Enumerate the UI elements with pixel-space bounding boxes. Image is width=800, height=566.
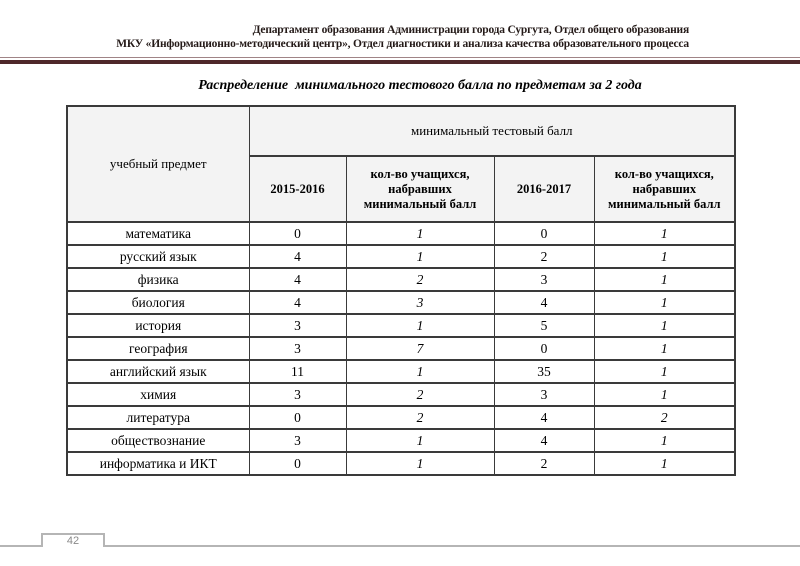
score-cell: 3 [249, 314, 346, 337]
column-header-count-2015-2016: кол-во учащихся, набравших минимальный балл [346, 156, 494, 222]
score-cell: 0 [494, 337, 594, 360]
count-cell: 2 [346, 406, 494, 429]
subject-cell: химия [67, 383, 249, 406]
score-cell: 2 [494, 452, 594, 475]
subject-cell: обществознание [67, 429, 249, 452]
column-header-2016-2017: 2016-2017 [494, 156, 594, 222]
score-cell: 0 [494, 222, 594, 245]
count-cell: 1 [346, 452, 494, 475]
table-row [67, 291, 735, 314]
org-header [0, 23, 689, 51]
count-cell: 1 [594, 360, 735, 383]
count-cell: 2 [594, 406, 735, 429]
subject-cell: литература [67, 406, 249, 429]
table-row [67, 360, 735, 383]
subject-cell: информатика и ИКТ [67, 452, 249, 475]
table-row [67, 314, 735, 337]
subject-cell: история [67, 314, 249, 337]
score-cell: 3 [249, 337, 346, 360]
subject-cell: физика [67, 268, 249, 291]
table-header [67, 106, 735, 222]
table-row [67, 337, 735, 360]
score-cell: 0 [249, 452, 346, 475]
group-header-cell: минимальный тестовый балл [249, 106, 735, 156]
table-row [67, 429, 735, 452]
subject-cell: русский язык [67, 245, 249, 268]
score-cell: 2 [494, 245, 594, 268]
score-cell: 5 [494, 314, 594, 337]
score-cell: 4 [249, 268, 346, 291]
table-row [67, 452, 735, 475]
score-cell: 4 [494, 429, 594, 452]
count-cell: 3 [346, 291, 494, 314]
score-cell: 4 [249, 245, 346, 268]
score-cell: 4 [494, 406, 594, 429]
subject-cell: география [67, 337, 249, 360]
table-row [67, 245, 735, 268]
page-number: 42 [66, 535, 80, 547]
count-cell: 1 [594, 383, 735, 406]
table-row [67, 406, 735, 429]
count-cell: 1 [594, 222, 735, 245]
column-header-2015-2016: 2015-2016 [249, 156, 346, 222]
count-cell: 1 [594, 245, 735, 268]
count-cell: 1 [346, 222, 494, 245]
min-score-table [66, 105, 736, 476]
table-row [67, 222, 735, 245]
score-cell: 4 [249, 291, 346, 314]
score-cell: 0 [249, 406, 346, 429]
count-cell: 1 [346, 429, 494, 452]
subject-cell: английский язык [67, 360, 249, 383]
score-cell: 11 [249, 360, 346, 383]
score-cell: 35 [494, 360, 594, 383]
subject-cell: биология [67, 291, 249, 314]
score-cell: 3 [494, 383, 594, 406]
count-cell: 1 [594, 429, 735, 452]
table-body [67, 222, 735, 475]
page-number-tab [41, 533, 105, 547]
count-cell: 1 [594, 337, 735, 360]
score-cell: 4 [494, 291, 594, 314]
count-cell: 1 [346, 314, 494, 337]
footer-rule-right [105, 545, 800, 547]
count-cell: 1 [594, 291, 735, 314]
count-cell: 1 [594, 314, 735, 337]
score-cell: 0 [249, 222, 346, 245]
count-cell: 2 [346, 383, 494, 406]
corner-header-cell: учебный предмет [67, 106, 249, 222]
count-cell: 1 [594, 268, 735, 291]
table-row [67, 383, 735, 406]
table-row [67, 268, 735, 291]
count-cell: 1 [346, 360, 494, 383]
count-cell: 2 [346, 268, 494, 291]
table-header-row-1 [67, 106, 735, 156]
org-header-line1: Департамент образования Администрации города Сургута, Отдел общего образования [252, 24, 689, 36]
subject-cell: математика [67, 222, 249, 245]
count-cell: 7 [346, 337, 494, 360]
count-cell: 1 [594, 452, 735, 475]
org-header-line2: МКУ «Информационно-методический центр», Отдел диагностики и анализа качества образовательного процесса [116, 38, 689, 50]
footer-rule-left [0, 545, 43, 547]
slide-title: Распределение минимального тестового балла по предметам за 2 года [198, 78, 642, 93]
score-cell: 3 [249, 383, 346, 406]
column-header-count-2016-2017: кол-во учащихся, набравших минимальный балл [594, 156, 735, 222]
header-separator [0, 57, 800, 64]
score-cell: 3 [249, 429, 346, 452]
score-cell: 3 [494, 268, 594, 291]
count-cell: 1 [346, 245, 494, 268]
separator-dark-rule [0, 60, 800, 64]
